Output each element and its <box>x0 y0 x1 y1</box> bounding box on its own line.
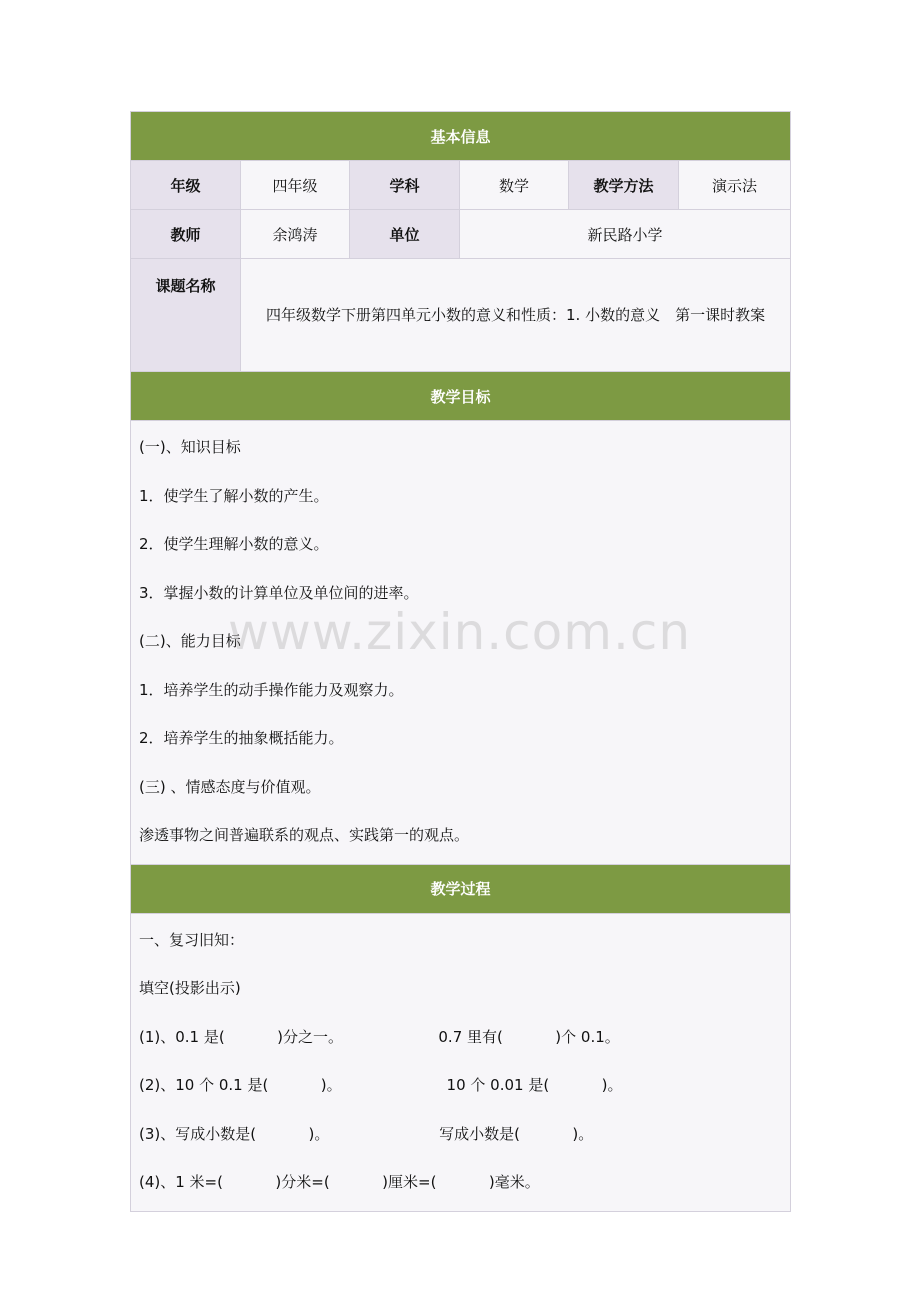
subject-value: 数学 <box>460 161 569 210</box>
process-line: 填空(投影出示) <box>139 979 241 997</box>
topic-label: 课题名称 <box>131 259 241 372</box>
process-content <box>131 913 791 1211</box>
lesson-plan-table <box>130 111 790 1212</box>
method-value: 演示法 <box>679 161 791 210</box>
process-line: 一、复习旧知： <box>139 930 245 949</box>
goal-line: (一)、知识目标 <box>139 438 241 456</box>
goal-line: (二)、能力目标 <box>139 632 241 650</box>
section-header-goals: 教学目标 <box>131 372 791 421</box>
goal-line: 2．使学生理解小数的意义。 <box>139 535 329 553</box>
process-line: (4)、1 米=( )分米=( )厘米=( )毫米。 <box>139 1173 540 1191</box>
goals-content <box>131 421 791 865</box>
process-line: (2)、10 个 0.1 是( )。 10 个 0.01 是( )。 <box>139 1076 623 1094</box>
section-header-basic-info: 基本信息 <box>131 112 791 161</box>
goal-line: 1．使学生了解小数的产生。 <box>139 486 329 505</box>
teacher-value: 余鸿涛 <box>241 210 350 259</box>
subject-label: 学科 <box>350 161 460 210</box>
goal-line: 1．培养学生的动手操作能力及观察力。 <box>139 680 404 699</box>
goal-line: 3．掌握小数的计算单位及单位间的进率。 <box>139 583 419 602</box>
unit-label: 单位 <box>350 210 460 259</box>
section-header-process: 教学过程 <box>131 864 791 913</box>
grade-value: 四年级 <box>241 161 350 210</box>
unit-value: 新民路小学 <box>460 210 791 259</box>
goal-line: 2．培养学生的抽象概括能力。 <box>139 729 344 747</box>
process-line: (1)、0.1 是( )分之一。 0.7 里有( )个 0.1。 <box>139 1027 620 1046</box>
teacher-label: 教师 <box>131 210 241 259</box>
grade-label: 年级 <box>131 161 241 210</box>
goal-line: (三) 、情感态度与价值观。 <box>139 777 321 796</box>
process-line: (3)、写成小数是( )。 写成小数是( )。 <box>139 1124 594 1143</box>
goal-line: 渗透事物之间普遍联系的观点、实践第一的观点。 <box>139 826 470 844</box>
method-label: 教学方法 <box>569 161 679 210</box>
watermark-text: www.zixin.com.cn <box>228 603 692 661</box>
topic-value: 四年级数学下册第四单元小数的意义和性质：1. 小数的意义 第一课时教案 <box>241 259 791 372</box>
